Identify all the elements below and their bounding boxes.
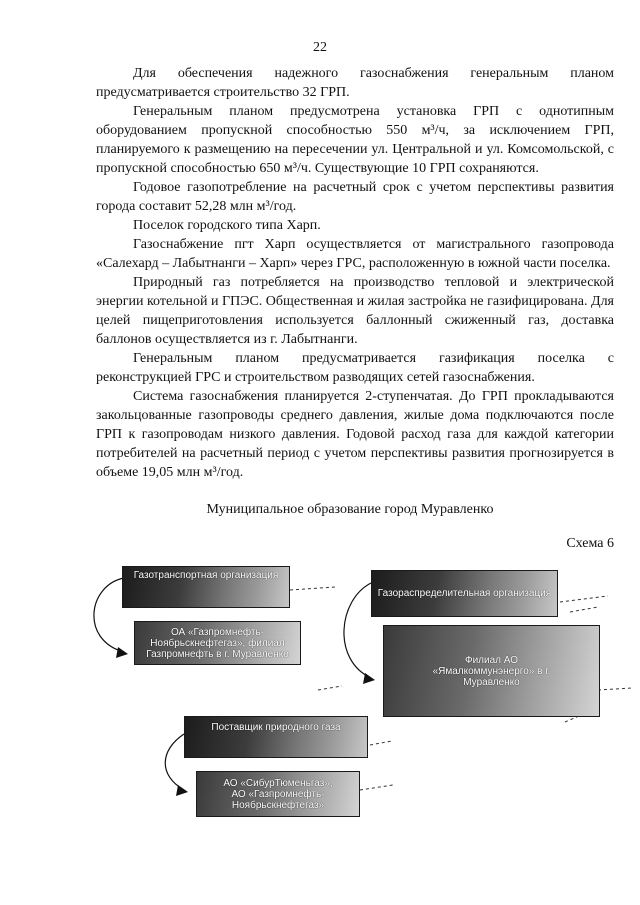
paragraph: Генеральным планом предусмотрена установка ГРП с однотипным оборудованием пропускной способностью 550 м³/ч, за исключением ГРП, планируемого к размещению на пересечении ул. Центральной и ул. Комсомольской, с пропускной способностью 650 м³/ч. Существующие 10 ГРП сохраняются. — [96, 104, 614, 176]
paragraph: Генеральным планом предусматривается газификация поселка с реконструкцией ГРС и строительством разводящих сетей газоснабжения. — [96, 351, 614, 385]
paragraph: Поселок городского типа Харп. — [133, 218, 321, 233]
supplier-box — [184, 716, 368, 758]
dashed-line — [360, 785, 393, 790]
paragraph: Для обеспечения надежного газоснабжения генеральным планом предусматривается строительство 32 ГРП. — [96, 66, 614, 100]
dashed-line — [290, 587, 335, 590]
connector-curve — [344, 583, 371, 678]
paragraph: Система газоснабжения планируется 2-ступенчатая. До ГРП прокладываются закольцованные газопроводы среднего давления, жилые дома подключаются после ГРП к газопроводам низкого давления. Годовой расход газа для каждой категории потребителей на расчетный период с учетом перспективы развития прогнозируется в объеме 19,05 млн м³/год. — [96, 389, 614, 480]
dashed-line — [318, 686, 342, 690]
distribution-org-label: Газораспределительная организация — [377, 588, 552, 599]
dashed-line — [560, 596, 608, 602]
connector-curve — [94, 578, 124, 652]
distribution-org-name: Филиал АО «Ямалкоммунэнерго» в г. Муравленко — [432, 654, 551, 688]
arrow-head-icon — [116, 647, 128, 658]
distribution-org-box — [371, 570, 558, 617]
dashed-line — [598, 688, 632, 690]
paragraph: Природный газ потребляется на производство тепловой и электрической энергии котельной и ГПЭС. Общественная и жилая застройка не газифицирована. Для целей пищеприготовления используется баллонный сжиженный газ, доставка баллонов осуществляется из г. Лабытнанги. — [96, 275, 614, 347]
arrow-head-icon — [363, 673, 375, 684]
supplier-label: Поставщик природного газа — [211, 722, 341, 733]
page-number: 22 — [313, 40, 327, 55]
distribution-org-name-box — [383, 625, 600, 717]
transport-org-label: Газотранспортная организация — [133, 570, 279, 581]
supplier-name-box — [196, 771, 360, 817]
paragraph: Газоснабжение пгт Харп осуществляется от магистрального газопровода «Салехард – Лабытнанги – Харп» через ГРС, расположенную в южной части поселка. — [96, 237, 614, 271]
connector-curve — [165, 734, 184, 790]
dashed-line — [370, 741, 392, 745]
arrow-head-icon — [176, 785, 188, 796]
transport-org-box — [122, 566, 290, 608]
paragraph: Годовое газопотребление на расчетный срок с учетом перспективы развития города составит 52,28 млн м³/год. — [96, 180, 614, 214]
dashed-line — [570, 607, 598, 612]
supplier-name: АО «СибурТюменьгаз», АО «Газпромнефть-Ноябрьскнефтегаз» — [223, 777, 333, 811]
transport-org-name: ОА «Газпромнефть-Ноябрьскнефтегаз», филиал Газпромнефть в г. Муравленко — [146, 626, 289, 660]
municipality-heading: Муниципальное образование город Муравленко — [206, 502, 494, 517]
scheme-label: Схема 6 — [566, 536, 614, 551]
transport-org-name-box — [134, 621, 301, 665]
